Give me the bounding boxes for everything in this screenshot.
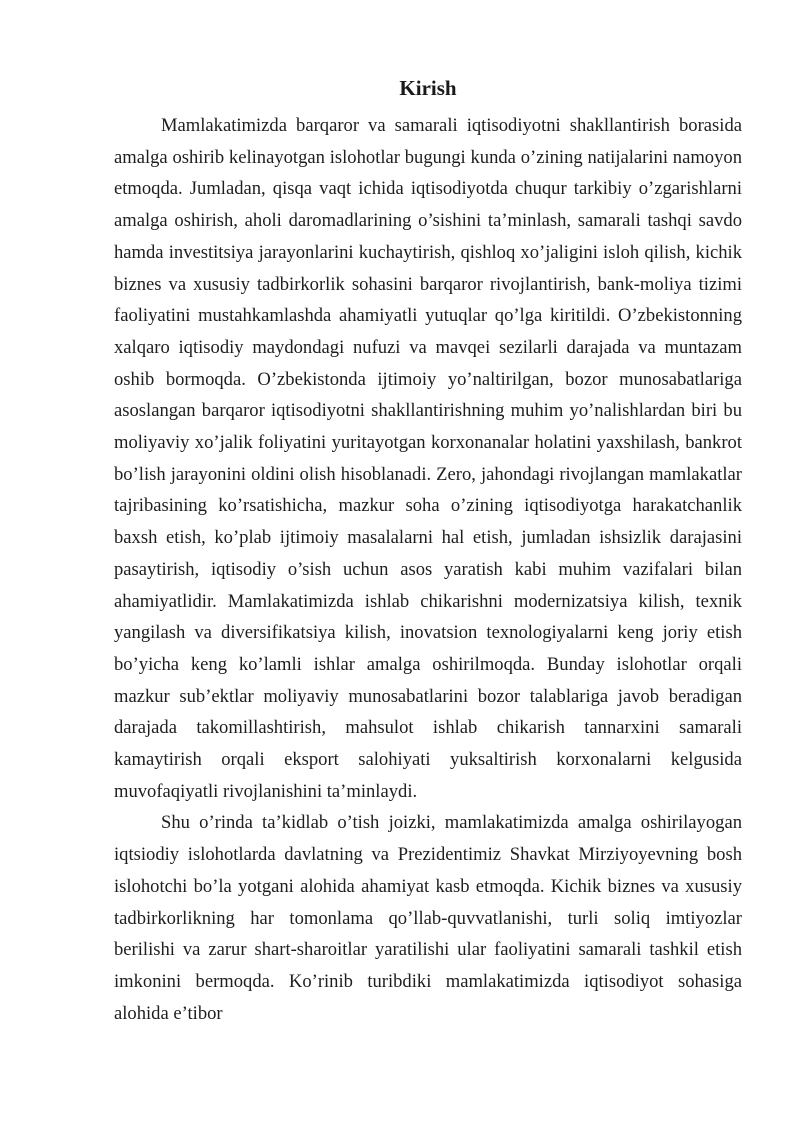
document-body [114,110,742,1029]
paragraph-1: Mamlakatimizda barqaror va samarali iqtisodiyotni shakllantirish borasida amalga oshirib kelinayotgan islohotlar bugungi kunda o’zining natijalarini namoyon etmoqda. Jumladan, qisqa vaqt ichida iqtisodiyotda chuqur tarkibiy o’zgarishlarni amalga oshirish, aholi daromadlarining o’sishini ta’minlash, samarali tashqi savdo hamda investitsiya jarayonlarini kuchaytirish, qishloq xo’jaligini isloh qilish, kichik biznes va xususiy tadbirkorlik sohasini barqaror rivojlantirish, bank-moliya tizimi faoliyatini mustahkamlashda ahamiyatli yutuqlar qo’lga kiritildi. O’zbekistonning xalqaro iqtisodiy maydondagi nufuzi va mavqei sezilarli darajada va muntazam oshib bormoqda. O’zbekistonda ijtimoiy yo’naltirilgan, bozor munosabatlariga asoslangan barqaror iqtisodiyotni shakllantirishning muhim yo’nalishlardan biri bu moliyaviy xo’jalik foliyatini yuritayotgan korxonanalar holatini yaxshilash, bankrot bo’lish jarayonini oldini olish hisoblanadi. Zero, jahondagi rivojlangan mamlakatlar tajribasining ko’rsatishicha, mazkur soha o’zining iqtisodiyotga harakatchanlik baxsh etish, ko’plab ijtimoiy masalalarni hal etish, jumladan ishsizlik darajasini pasaytirish, iqtisodiy o’sish uchun asos yaratish kabi muhim vazifalari bilan ahamiyatlidir. Mamlakatimizda ishlab chikarishni modernizatsiya kilish, texnik yangilash va diversifikatsiya kilish, inovatsion texnologiyalarni keng joriy etish bo’yicha keng ko’lamli ishlar amalga oshirilmoqda. Bunday islohotlar orqali mazkur sub’ektlar moliyaviy munosabatlarini bozor talablariga javob beradigan darajada takomillashtirish, mahsulot ishlab chikarish tannarxini samarali kamaytirish orqali eksport salohiyati yuksaltirish korxonalarni kelgusida muvofaqiyatli rivojlanishini ta’minlaydi. [114,115,742,802]
page-title: Kirish [399,76,457,100]
paragraph-2: Shu o’rinda ta’kidlab o’tish joizki, mamlakatimizda amalga oshirilayogan iqtsiodiy islohotlarda davlatning va Prezidentimiz Shavkat Mirziyoyevning bosh islohotchi bo’la yotgani alohida ahamiyat kasb etmoqda. Kichik biznes va xususiy tadbirkorlikning har tomonlama qo’llab-quvvatlanishi, turli soliq imtiyozlar berilishi va zarur shart-sharoitlar yaratilishi ular faoliyatini samarali tashkil etish imkonini bermoqda. Ko’rinib turibdiki mamlakatimizda iqtisodiyot sohasiga alohida e’tibor [114,812,742,1024]
